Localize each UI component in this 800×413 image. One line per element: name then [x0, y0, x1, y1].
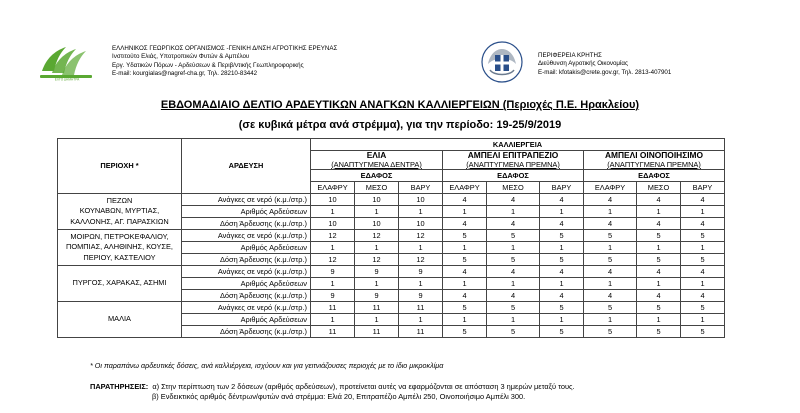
- soil-medium: ΜΕΣΟ: [487, 182, 540, 194]
- soil-light: ΕΛΑΦΡΥ: [443, 182, 487, 194]
- value-cell: 4: [443, 290, 487, 302]
- crop-header-table-grape: [443, 151, 584, 170]
- soil-label: ΕΔΑΦΟΣ: [584, 170, 725, 182]
- value-cell: 5: [487, 326, 540, 338]
- value-cell: 5: [540, 254, 584, 266]
- right-org-line: Διεύθυνση Αγροτικής Οικονομίας: [538, 60, 628, 68]
- soil-light: ΕΛΑΦΡΥ: [311, 182, 355, 194]
- value-cell: 9: [399, 290, 443, 302]
- value-cell: 10: [311, 218, 355, 230]
- remark-b: β) Ενδεικτικός αριθμός δέντρων/φυτών ανά στρέμμα: Ελιά 20, Επιτραπέζιο Αμπέλι 250, Οινοποιήσιμο Αμπέλι 300.: [152, 392, 526, 401]
- value-cell: 4: [637, 218, 681, 230]
- value-cell: 11: [311, 326, 355, 338]
- value-cell: 1: [681, 206, 725, 218]
- value-cell: 1: [487, 314, 540, 326]
- value-cell: 1: [681, 278, 725, 290]
- value-cell: 5: [681, 326, 725, 338]
- region-name-line: ΠΕΖΩΝ: [106, 195, 133, 205]
- value-cell: 1: [311, 278, 355, 290]
- value-cell: 9: [399, 266, 443, 278]
- right-org-email: E-mail: kfotakis@crete.gov.gr, Τηλ. 2813-407901: [538, 68, 672, 76]
- value-cell: 5: [584, 326, 637, 338]
- value-cell: 12: [311, 230, 355, 242]
- value-cell: 5: [540, 326, 584, 338]
- irrigation-label: Αριθμός Αρδεύσεων: [182, 206, 311, 218]
- crop-sub: (ΑΝΑΠΤΥΓΜΕΝΑ ΠΡΕΜΝΑ): [607, 160, 701, 169]
- value-cell: 11: [399, 302, 443, 314]
- value-cell: 4: [681, 290, 725, 302]
- value-cell: 4: [584, 266, 637, 278]
- soil-label: ΕΔΑΦΟΣ: [311, 170, 443, 182]
- region-name-line: ΚΟΥΝΑΒΩΝ, ΜΥΡΤΙΑΣ,: [79, 206, 160, 216]
- value-cell: 5: [487, 254, 540, 266]
- value-cell: 1: [681, 242, 725, 254]
- value-cell: 1: [637, 206, 681, 218]
- header-left: [38, 41, 438, 85]
- irrigation-label: Δόση Άρδευσης (κ.μ./στρ.): [182, 290, 311, 302]
- value-cell: 10: [355, 218, 399, 230]
- col-header-area: ΠΕΡΙΟΧΗ *: [58, 139, 182, 194]
- irrigation-label: Αριθμός Αρδεύσεων: [182, 278, 311, 290]
- crop-name: ΑΜΠΕΛΙ ΕΠΙΤΡΑΠΕΖΙΟ: [467, 150, 559, 160]
- value-cell: 1: [681, 314, 725, 326]
- value-cell: 1: [540, 278, 584, 290]
- value-cell: 12: [355, 230, 399, 242]
- value-cell: 9: [311, 266, 355, 278]
- value-cell: 5: [637, 254, 681, 266]
- value-cell: 1: [311, 314, 355, 326]
- value-cell: 5: [540, 302, 584, 314]
- value-cell: 4: [540, 290, 584, 302]
- value-cell: 5: [443, 302, 487, 314]
- value-cell: 1: [584, 314, 637, 326]
- left-org-block: [112, 45, 337, 79]
- value-cell: 10: [399, 194, 443, 206]
- elgo-logo: [38, 41, 96, 81]
- value-cell: 9: [355, 290, 399, 302]
- table-row: [58, 194, 725, 206]
- irrigation-label: Αριθμός Αρδεύσεων: [182, 314, 311, 326]
- value-cell: 5: [487, 230, 540, 242]
- irrigation-label: Δόση Άρδευσης (κ.μ./στρ.): [182, 218, 311, 230]
- value-cell: 4: [584, 218, 637, 230]
- value-cell: 5: [681, 230, 725, 242]
- value-cell: 4: [584, 194, 637, 206]
- value-cell: 12: [311, 254, 355, 266]
- value-cell: 5: [443, 326, 487, 338]
- value-cell: 4: [540, 266, 584, 278]
- irrigation-table: [57, 138, 725, 338]
- region-name-line: ΠΟΜΠΙΑΣ, ΑΛΗΘΙΝΗΣ, ΚΟΥΣΕ,: [66, 242, 173, 252]
- irrigation-label: Ανάγκες σε νερό (κ.μ./στρ.): [182, 266, 311, 278]
- crop-name: ΑΜΠΕΛΙ ΟΙΝΟΠΟΙΗΣΙΜΟ: [604, 150, 704, 160]
- value-cell: 4: [540, 194, 584, 206]
- value-cell: 12: [399, 254, 443, 266]
- region-name-line: ΠΥΡΓΟΣ, ΧΑΡΑΚΑΣ, ΑΣΗΜΙ: [72, 278, 167, 288]
- value-cell: 10: [311, 194, 355, 206]
- value-cell: 4: [487, 218, 540, 230]
- value-cell: 4: [584, 290, 637, 302]
- value-cell: 5: [681, 302, 725, 314]
- value-cell: 1: [399, 242, 443, 254]
- value-cell: 12: [355, 254, 399, 266]
- col-header-irrigation: ΑΡΔΕΥΣΗ: [182, 139, 311, 194]
- crop-name: ΕΛΙΑ: [366, 150, 387, 160]
- irrigation-label: Ανάγκες σε νερό (κ.μ./στρ.): [182, 230, 311, 242]
- soil-heavy: ΒΑΡΥ: [681, 182, 725, 194]
- value-cell: 1: [311, 206, 355, 218]
- region-name: [58, 302, 182, 338]
- region-name-line: ΜΟΙΡΩΝ, ΠΕΤΡΟΚΕΦΑΛΙΟΥ,: [70, 231, 169, 241]
- value-cell: 5: [487, 302, 540, 314]
- value-cell: 5: [584, 230, 637, 242]
- footnote: * Οι παραπάνω αρδευτικές δόσεις, ανά καλλιέργεια, ισχύουν και για γειτνιάζουσες περιοχές με το ίδιο μικροκλίμα: [90, 361, 444, 370]
- soil-heavy: ΒΑΡΥ: [399, 182, 443, 194]
- value-cell: 11: [399, 326, 443, 338]
- irrigation-label: Δόση Άρδευσης (κ.μ./στρ.): [182, 254, 311, 266]
- region-name-line: ΠΕΡΙΟΥ, ΚΑΣΤΕΛΙΟΥ: [83, 252, 156, 262]
- irrigation-label: Ανάγκες σε νερό (κ.μ./στρ.): [182, 194, 311, 206]
- value-cell: 1: [487, 278, 540, 290]
- value-cell: 1: [540, 314, 584, 326]
- crop-sub: (ΑΝΑΠΤΥΓΜΕΝΑ ΠΡΕΜΝΑ): [466, 160, 560, 169]
- left-org-email: E-mail: kourgialas@nagref-cha.gr, Τηλ. 28210-83442: [112, 70, 258, 78]
- value-cell: 4: [443, 266, 487, 278]
- greek-seal-icon: [480, 40, 524, 84]
- value-cell: 1: [443, 278, 487, 290]
- value-cell: 5: [443, 230, 487, 242]
- value-cell: 1: [637, 278, 681, 290]
- document-title: ΕΒΔΟΜΑΔΙΑΙΟ ΔΕΛΤΙΟ ΑΡΔΕΥΤΙΚΩΝ ΑΝΑΓΚΩΝ ΚΑΛΛΙΕΡΓΕΙΩΝ (Περιοχές Π.Ε. Ηρακλείου): [160, 99, 640, 111]
- remarks-label: ΠΑΡΑΤΗΡΗΣΕΙΣ:: [90, 382, 149, 391]
- soil-heavy: ΒΑΡΥ: [540, 182, 584, 194]
- table-row: [58, 266, 725, 278]
- value-cell: 4: [637, 194, 681, 206]
- value-cell: 11: [355, 326, 399, 338]
- value-cell: 4: [443, 218, 487, 230]
- value-cell: 1: [487, 206, 540, 218]
- irrigation-label: Ανάγκες σε νερό (κ.μ./στρ.): [182, 302, 311, 314]
- value-cell: 1: [443, 314, 487, 326]
- header-right: [480, 40, 780, 86]
- irrigation-label: Αριθμός Αρδεύσεων: [182, 242, 311, 254]
- value-cell: 10: [399, 218, 443, 230]
- value-cell: 1: [487, 242, 540, 254]
- value-cell: 5: [637, 230, 681, 242]
- value-cell: 1: [584, 242, 637, 254]
- left-org-line: ΕΛΛΗΝΙΚΟΣ ΓΕΩΡΓΙΚΟΣ ΟΡΓΑΝΙΣΜΟΣ -ΓΕΝΙΚΗ Δ/ΝΣΗ ΑΓΡΟΤΙΚΗΣ ΕΡΕΥΝΑΣ: [112, 45, 338, 52]
- soil-medium: ΜΕΣΟ: [637, 182, 681, 194]
- value-cell: 1: [355, 242, 399, 254]
- value-cell: 4: [681, 266, 725, 278]
- value-cell: 1: [355, 206, 399, 218]
- value-cell: 1: [443, 206, 487, 218]
- right-org-block: [538, 52, 671, 77]
- value-cell: 5: [637, 302, 681, 314]
- value-cell: 4: [637, 266, 681, 278]
- remarks: [90, 382, 575, 402]
- value-cell: 5: [540, 230, 584, 242]
- value-cell: 1: [311, 242, 355, 254]
- region-name: [58, 266, 182, 302]
- soil-label: ΕΔΑΦΟΣ: [443, 170, 584, 182]
- value-cell: 5: [584, 302, 637, 314]
- value-cell: 9: [355, 266, 399, 278]
- value-cell: 1: [584, 206, 637, 218]
- crop-header-olive: [311, 151, 443, 170]
- irrigation-label: Δόση Άρδευσης (κ.μ./στρ.): [182, 326, 311, 338]
- value-cell: 4: [681, 194, 725, 206]
- value-cell: 4: [637, 290, 681, 302]
- value-cell: 12: [399, 230, 443, 242]
- value-cell: 4: [487, 266, 540, 278]
- value-cell: 1: [540, 206, 584, 218]
- value-cell: 1: [399, 206, 443, 218]
- logo-text: ΕΛΓΟ ΔΗΜΗΤΡΑ: [54, 77, 80, 81]
- value-cell: 1: [399, 278, 443, 290]
- table-row: [58, 230, 725, 242]
- value-cell: 1: [637, 242, 681, 254]
- value-cell: 1: [540, 242, 584, 254]
- left-org-line: Ινστιτούτο Ελιάς, Υποτροπικών Φυτών & Αμπέλου: [112, 53, 250, 61]
- region-name: [58, 194, 182, 230]
- value-cell: 4: [443, 194, 487, 206]
- value-cell: 4: [681, 218, 725, 230]
- left-org-line: Εργ. Υδατικών Πόρων - Αρδεύσεων & Περιβ/ντικής Γεωπληροφορικής: [112, 61, 304, 69]
- value-cell: 1: [355, 278, 399, 290]
- value-cell: 11: [311, 302, 355, 314]
- value-cell: 11: [355, 302, 399, 314]
- value-cell: 1: [443, 242, 487, 254]
- value-cell: 4: [540, 218, 584, 230]
- crops-header: ΚΑΛΛΙΕΡΓΕΙΑ: [311, 139, 725, 151]
- value-cell: 1: [399, 314, 443, 326]
- value-cell: 5: [584, 254, 637, 266]
- value-cell: 1: [584, 278, 637, 290]
- region-name-line: ΚΑΛΛΟΝΗΣ, ΑΓ. ΠΑΡΑΣΚΙΩΝ: [70, 216, 169, 226]
- remark-a: α) Στην περίπτωση των 2 δόσεων (αριθμός αρδεύσεων), προτείνεται αυτές να εφαρμόζονται σε απόσταση 3 ημερών μεταξύ τους.: [152, 382, 575, 391]
- value-cell: 4: [487, 194, 540, 206]
- value-cell: 4: [487, 290, 540, 302]
- table-row: [58, 302, 725, 314]
- value-cell: 1: [355, 314, 399, 326]
- crop-sub: (ΑΝΑΠΤΥΓΜΕΝΑ ΔΕΝΤΡΑ): [331, 160, 422, 169]
- soil-light: ΕΛΑΦΡΥ: [584, 182, 637, 194]
- value-cell: 9: [311, 290, 355, 302]
- value-cell: 1: [637, 314, 681, 326]
- region-name-line: ΜΑΛΙΑ: [107, 314, 131, 324]
- document-subtitle: (σε κυβικά μέτρα ανά στρέμμα), για την περίοδο: 19-25/9/2019: [238, 119, 562, 131]
- value-cell: 5: [681, 254, 725, 266]
- value-cell: 10: [355, 194, 399, 206]
- value-cell: 5: [637, 326, 681, 338]
- right-org-line: ΠΕΡΙΦΕΡΕΙΑ ΚΡΗΤΗΣ: [538, 52, 602, 59]
- region-name: [58, 230, 182, 266]
- soil-medium: ΜΕΣΟ: [355, 182, 399, 194]
- crop-header-wine-grape: [584, 151, 725, 170]
- value-cell: 5: [443, 254, 487, 266]
